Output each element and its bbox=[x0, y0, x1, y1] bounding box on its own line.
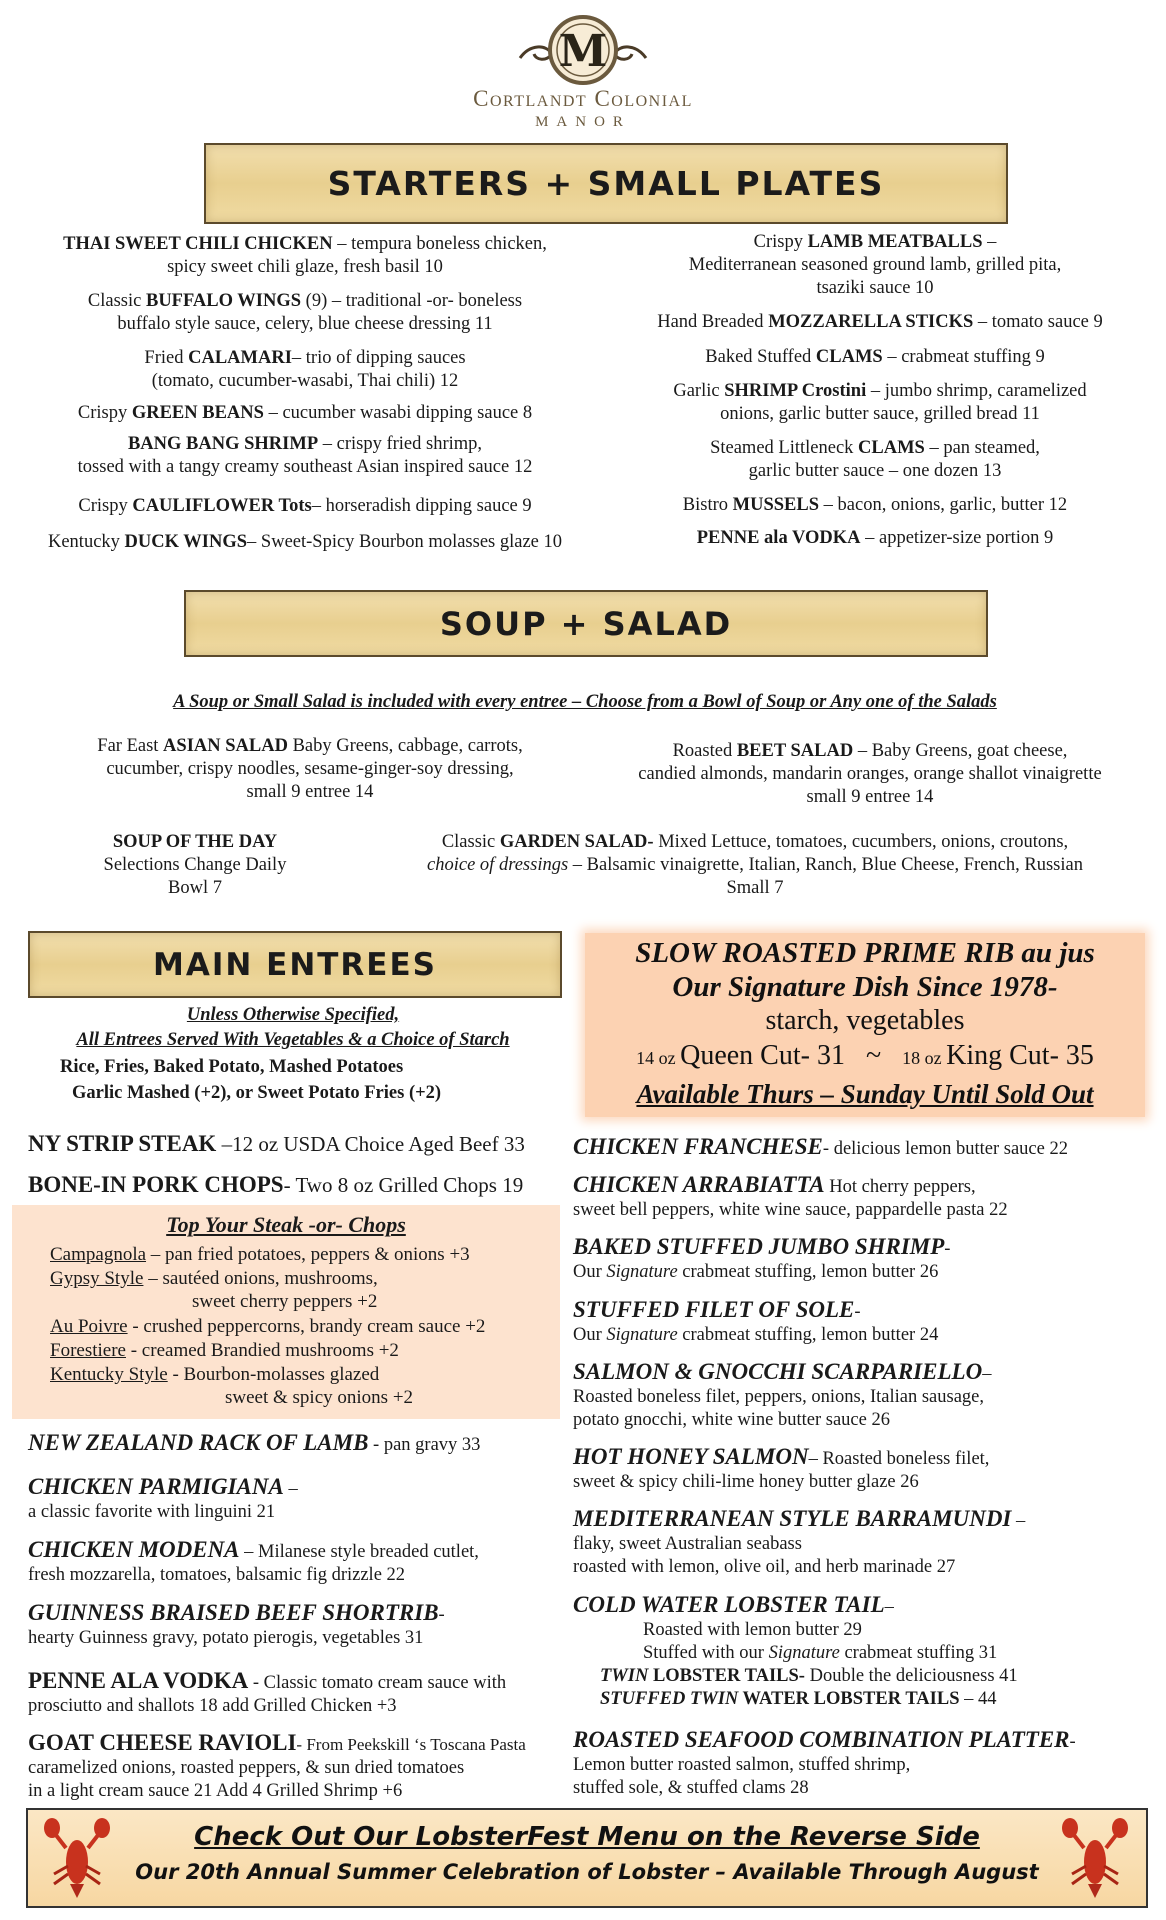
soup-of-the-day: SOUP OF THE DAY Selections Change Daily Bowl 7 bbox=[103, 832, 287, 898]
entree-salmon-gnocchi: SALMON & GNOCCHI SCARPARIELLO– Roasted boneless filet, peppers, onions, Italian sausage, potato gnocchi, white wine butter sauce 26 bbox=[573, 1359, 992, 1430]
entree-barramundi: MEDITERRANEAN STYLE BARRAMUNDI – flaky, sweet Australian seabass roasted with lemon, olive oil, and herb marinade 27 bbox=[573, 1506, 1026, 1577]
topping-forestiere: Forestiere - creamed Brandied mushrooms +2 bbox=[50, 1340, 399, 1361]
garden-salad: Classic GARDEN SALAD- Mixed Lettuce, tomatoes, cucumbers, onions, croutons, choice of dressings – Balsamic vinaigrette, Italian, Ranch, Blue Cheese, French, Russian Small 7 bbox=[427, 832, 1083, 898]
starter-bang-bang-shrimp: BANG BANG SHRIMP – crispy fried shrimp, tossed with a tangy creamy southeast Asian inspired sauce 12 bbox=[77, 434, 533, 477]
prime-rib-title: SLOW ROASTED PRIME RIB au jus bbox=[635, 937, 1095, 969]
restaurant-name: Cortlandt Colonial bbox=[473, 86, 693, 111]
prime-rib-signature: Our Signature Dish Since 1978- bbox=[672, 971, 1058, 1003]
entree-pork-chops: BONE-IN PORK CHOPS- Two 8 oz Grilled Chops 19 bbox=[28, 1172, 524, 1197]
starch-options-1: Rice, Fries, Baked Potato, Mashed Potatoes bbox=[60, 1057, 404, 1077]
starch-options-2: Garlic Mashed (+2), or Sweet Potato Fries (+2) bbox=[72, 1083, 442, 1103]
starter-calamari: Fried CALAMARI– trio of dipping sauces (tomato, cucumber-wasabi, Thai chili) 12 bbox=[144, 348, 466, 391]
entree-stuffed-sole: STUFFED FILET OF SOLE- Our Signature crabmeat stuffing, lemon butter 24 bbox=[573, 1297, 939, 1345]
prime-rib-availability: Available Thurs – Sunday Until Sold Out bbox=[636, 1079, 1094, 1109]
starter-steamed-clams: Steamed Littleneck CLAMS – pan steamed, garlic butter sauce – one dozen 13 bbox=[710, 438, 1040, 481]
entree-seafood-platter: ROASTED SEAFOOD COMBINATION PLATTER- Lemon butter roasted salmon, stuffed shrimp, stuffed sole, & stuffed clams 28 bbox=[573, 1727, 1076, 1798]
restaurant-logo bbox=[0, 14, 1166, 134]
topping-gypsy: Gypsy Style – sautéed onions, mushrooms, sweet cherry peppers +2 bbox=[50, 1268, 378, 1312]
starters-banner: STARTERS + SMALL PLATES bbox=[204, 143, 1008, 224]
toppings-title: Top Your Steak -or- Chops bbox=[166, 1212, 406, 1237]
topping-campagnola: Campagnola – pan fried potatoes, peppers & onions +3 bbox=[50, 1244, 470, 1265]
restaurant-subname: MANOR bbox=[535, 114, 631, 130]
soup-salad-note: A Soup or Small Salad is included with every entree – Choose from a Bowl of Soup or Any one of the Salads bbox=[173, 692, 997, 712]
monogram-emblem bbox=[508, 14, 658, 86]
soup-salad-banner: SOUP + SALAD bbox=[184, 590, 988, 657]
starter-lamb-meatballs: Crispy LAMB MEATBALLS – Mediterranean seasoned ground lamb, grilled pita, tsaziki sauce 10 bbox=[688, 232, 1062, 298]
prime-rib-sides: starch, vegetables bbox=[765, 1005, 965, 1036]
monogram-letter: M bbox=[558, 26, 608, 77]
lobsterfest-footer bbox=[26, 1808, 1148, 1908]
starter-mussels: Bistro MUSSELS – bacon, onions, garlic, butter 12 bbox=[682, 495, 1068, 515]
entree-lobster-tail: COLD WATER LOBSTER TAIL– Roasted with lemon butter 29 Stuffed with our Signature crabmeat stuffing 31 TWIN LOBSTER TAILS- Double the deliciousness 41 STUFFED TWIN WATER LOBSTER TAILS – 44 bbox=[573, 1592, 1018, 1709]
starter-buffalo-wings: Classic BUFFALO WINGS (9) – traditional -or- boneless buffalo style sauce, celery, blue cheese dressing 11 bbox=[87, 291, 523, 334]
prime-rib-box bbox=[585, 933, 1145, 1117]
entree-rack-of-lamb: NEW ZEALAND RACK OF LAMB - pan gravy 33 bbox=[28, 1430, 481, 1455]
starter-baked-clams: Baked Stuffed CLAMS – crabmeat stuffing 9 bbox=[705, 347, 1045, 367]
topping-au-poivre: Au Poivre - crushed peppercorns, brandy cream sauce +2 bbox=[50, 1316, 486, 1337]
prime-rib-cuts: 14 oz Queen Cut- 31 ~ 18 oz King Cut- 35 bbox=[636, 1040, 1094, 1071]
entree-penne-vodka: PENNE ALA VODKA - Classic tomato cream sauce with prosciutto and shallots 18 add Grilled Chicken +3 bbox=[28, 1668, 507, 1716]
entree-goat-cheese-ravioli: GOAT CHEESE RAVIOLI- From Peekskill ‘s Toscana Pasta caramelized onions, roasted peppers, & sun dried tomatoes in a light cream sauce 21 Add 4 Grilled Shrimp +6 bbox=[28, 1730, 526, 1801]
entrees-note-1: Unless Otherwise Specified, bbox=[186, 1005, 400, 1025]
lobsterfest-subline: Our 20th Annual Summer Celebration of Lobster – Available Through August bbox=[135, 1860, 1039, 1884]
entrees-note-2: All Entrees Served With Vegetables & a Choice of Starch bbox=[76, 1030, 510, 1050]
entree-chicken-modena: CHICKEN MODENA – Milanese style breaded cutlet, fresh mozzarella, tomatoes, balsamic fig drizzle 22 bbox=[28, 1537, 479, 1585]
starter-duck-wings: Kentucky DUCK WINGS– Sweet-Spicy Bourbon molasses glaze 10 bbox=[47, 532, 563, 552]
entree-ny-strip: NY STRIP STEAK –12 oz USDA Choice Aged Beef 33 bbox=[28, 1131, 525, 1156]
steak-toppings-box bbox=[12, 1205, 560, 1419]
entree-baked-stuffed-shrimp: BAKED STUFFED JUMBO SHRIMP- Our Signature crabmeat stuffing, lemon butter 26 bbox=[573, 1234, 951, 1282]
entree-chicken-parmigiana: CHICKEN PARMIGIANA – a classic favorite with linguini 21 bbox=[28, 1474, 298, 1522]
entree-chicken-franchese: CHICKEN FRANCHESE- delicious lemon butter sauce 22 bbox=[573, 1134, 1068, 1159]
starter-green-beans: Crispy GREEN BEANS – cucumber wasabi dipping sauce 8 bbox=[77, 403, 533, 423]
entree-guinness-shortrib: GUINNESS BRAISED BEEF SHORTRIB- hearty Guinness gravy, potato pierogis, vegetables 31 bbox=[28, 1600, 445, 1648]
topping-kentucky: Kentucky Style - Bourbon-molasses glazed sweet & spicy onions +2 bbox=[50, 1364, 414, 1408]
lobsterfest-headline: Check Out Our LobsterFest Menu on the Reverse Side bbox=[194, 1822, 980, 1852]
starter-thai-chicken: THAI SWEET CHILI CHICKEN – tempura boneless chicken, spicy sweet chili glaze, fresh basil 10 bbox=[63, 234, 547, 277]
starter-mozzarella-sticks: Hand Breaded MOZZARELLA STICKS – tomato sauce 9 bbox=[657, 312, 1103, 332]
entree-hot-honey-salmon: HOT HONEY SALMON– Roasted boneless filet, sweet & spicy chili-lime honey butter glaze 26 bbox=[573, 1444, 990, 1492]
main-entrees-banner: MAIN ENTREES bbox=[28, 931, 562, 998]
starter-cauliflower-tots: Crispy CAULIFLOWER Tots– horseradish dipping sauce 9 bbox=[78, 496, 532, 516]
starter-penne-vodka: PENNE ala VODKA – appetizer-size portion 9 bbox=[696, 528, 1054, 548]
beet-salad: Roasted BEET SALAD – Baby Greens, goat cheese, candied almonds, mandarin oranges, orange shallot vinaigrette small 9 entree 14 bbox=[638, 741, 1102, 807]
starter-shrimp-crostini: Garlic SHRIMP Crostini – jumbo shrimp, caramelized onions, garlic butter sauce, grilled bread 11 bbox=[673, 381, 1087, 424]
entree-chicken-arrabiatta: CHICKEN ARRABIATTA Hot cherry peppers, sweet bell peppers, white wine sauce, pappardelle pasta 22 bbox=[573, 1172, 1008, 1220]
asian-salad: Far East ASIAN SALAD Baby Greens, cabbage, carrots, cucumber, crispy noodles, sesame-ginger-soy dressing, small 9 entree 14 bbox=[97, 736, 523, 802]
